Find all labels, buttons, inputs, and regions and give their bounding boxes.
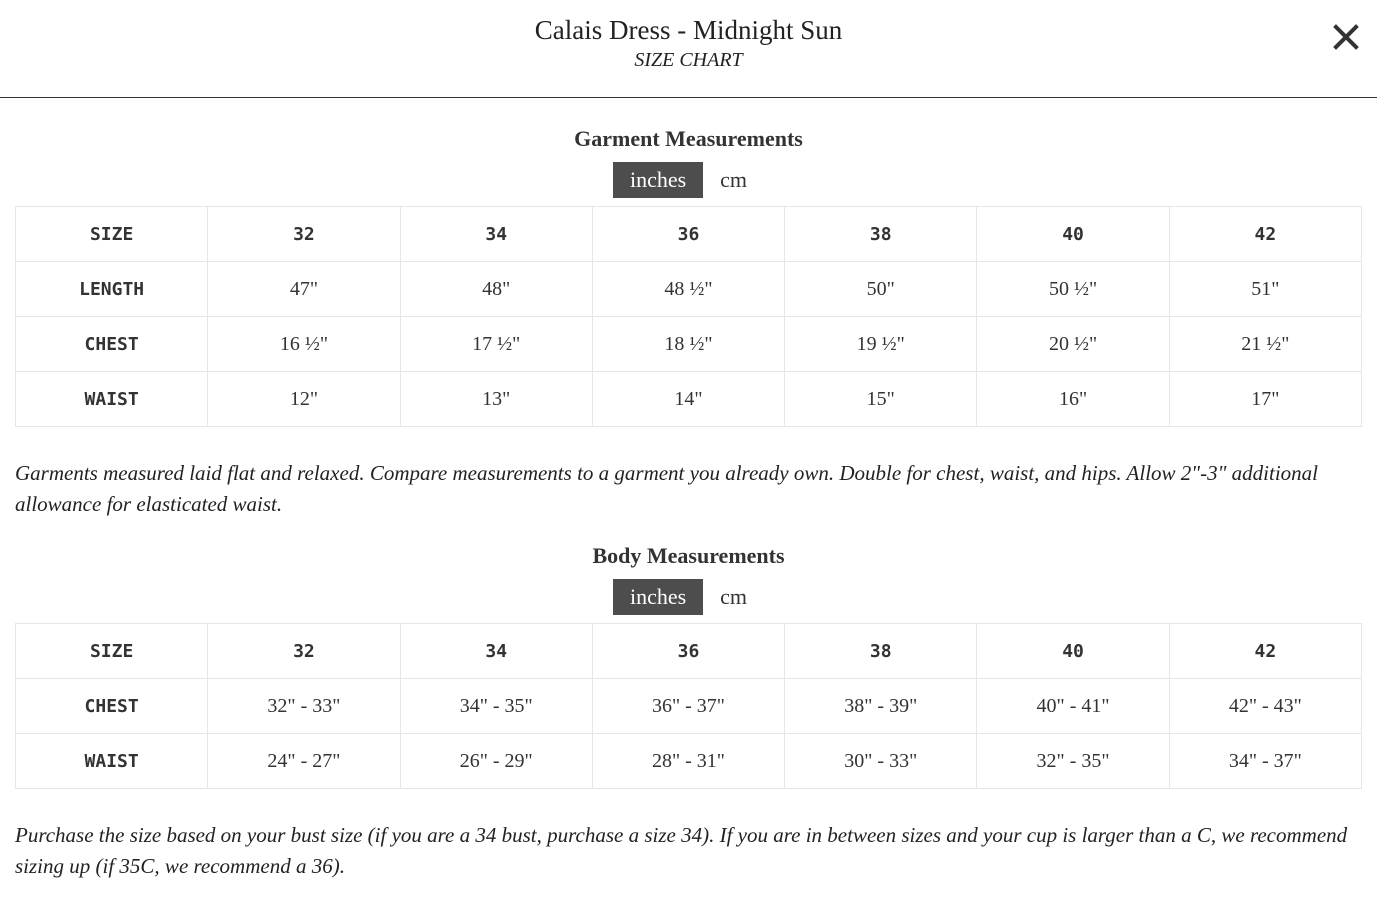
table-header-cell: 38	[785, 207, 977, 262]
table-cell: 51"	[1169, 262, 1361, 317]
table-header-cell: 36	[592, 207, 784, 262]
table-cell: 17"	[1169, 372, 1361, 427]
garment-measurements-title: Garment Measurements	[574, 126, 803, 151]
close-button[interactable]	[1327, 18, 1365, 56]
row-label: LENGTH	[16, 262, 208, 317]
table-header-cell: 42	[1169, 624, 1361, 679]
row-label: CHEST	[16, 317, 208, 372]
table-header-cell: 34	[400, 207, 592, 262]
table-row	[16, 372, 1362, 427]
table-cell: 48 ½"	[592, 262, 784, 317]
table-cell: 20 ½"	[977, 317, 1169, 372]
row-label: WAIST	[16, 372, 208, 427]
table-header-cell: 40	[977, 624, 1169, 679]
table-cell: 12"	[208, 372, 400, 427]
body-unit-inches-button[interactable]: inches	[613, 579, 703, 615]
table-cell: 16"	[977, 372, 1169, 427]
table-cell: 30" - 33"	[785, 734, 977, 789]
table-row	[16, 317, 1362, 372]
table-cell: 14"	[592, 372, 784, 427]
garment-measurement-note: Garments measured laid flat and relaxed. Compare measurements to a garment you already own. Double for chest, waist, and hips. Allow 2"-3" additional allowance for elasticated waist.	[15, 461, 1319, 516]
table-header-cell: 32	[208, 207, 400, 262]
body-measurements-title: Body Measurements	[592, 543, 785, 568]
body-unit-cm-button[interactable]: cm	[703, 579, 764, 615]
table-cell: 18 ½"	[592, 317, 784, 372]
table-cell: 19 ½"	[785, 317, 977, 372]
garment-unit-inches-button[interactable]: inches	[613, 162, 703, 198]
table-cell: 13"	[400, 372, 592, 427]
row-label: CHEST	[16, 679, 208, 734]
table-row	[16, 679, 1362, 734]
garment-unit-cm-button[interactable]: cm	[703, 162, 764, 198]
table-cell: 32" - 35"	[977, 734, 1169, 789]
garment-unit-toggle	[15, 162, 1362, 198]
table-cell: 21 ½"	[1169, 317, 1361, 372]
close-icon	[1327, 18, 1365, 56]
garment-measurements-section	[15, 126, 1362, 427]
table-cell: 34" - 37"	[1169, 734, 1361, 789]
table-cell: 16 ½"	[208, 317, 400, 372]
table-header-cell: 38	[785, 624, 977, 679]
body-unit-toggle	[15, 579, 1362, 615]
table-header-cell: 42	[1169, 207, 1361, 262]
modal-header	[0, 0, 1377, 98]
table-cell: 50 ½"	[977, 262, 1169, 317]
table-cell: 24" - 27"	[208, 734, 400, 789]
table-row	[16, 734, 1362, 789]
body-size-table	[15, 623, 1362, 789]
table-cell: 48"	[400, 262, 592, 317]
table-cell: 36" - 37"	[592, 679, 784, 734]
table-cell: 50"	[785, 262, 977, 317]
table-cell: 32" - 33"	[208, 679, 400, 734]
table-header-row	[16, 624, 1362, 679]
table-cell: 34" - 35"	[400, 679, 592, 734]
table-header-row	[16, 207, 1362, 262]
table-cell: 42" - 43"	[1169, 679, 1361, 734]
row-label: WAIST	[16, 734, 208, 789]
table-header-cell: 32	[208, 624, 400, 679]
table-header-cell: 40	[977, 207, 1169, 262]
table-header-cell: 34	[400, 624, 592, 679]
product-title: Calais Dress - Midnight Sun	[534, 15, 843, 45]
table-cell: 26" - 29"	[400, 734, 592, 789]
table-cell: 15"	[785, 372, 977, 427]
garment-size-table	[15, 206, 1362, 427]
table-header-cell: 36	[592, 624, 784, 679]
body-measurement-note: Purchase the size based on your bust size (if you are a 34 bust, purchase a size 34). If you are in between sizes and your cup is larger than a C, we recommend sizing up (if 35C, we recommend a 36).	[15, 823, 1348, 878]
table-header-cell: SIZE	[16, 207, 208, 262]
table-row	[16, 262, 1362, 317]
table-header-cell: SIZE	[16, 624, 208, 679]
size-chart-subtitle: SIZE CHART	[634, 49, 743, 71]
table-cell: 38" - 39"	[785, 679, 977, 734]
body-measurements-section	[15, 543, 1362, 789]
table-cell: 28" - 31"	[592, 734, 784, 789]
table-cell: 17 ½"	[400, 317, 592, 372]
table-cell: 40" - 41"	[977, 679, 1169, 734]
table-cell: 47"	[208, 262, 400, 317]
